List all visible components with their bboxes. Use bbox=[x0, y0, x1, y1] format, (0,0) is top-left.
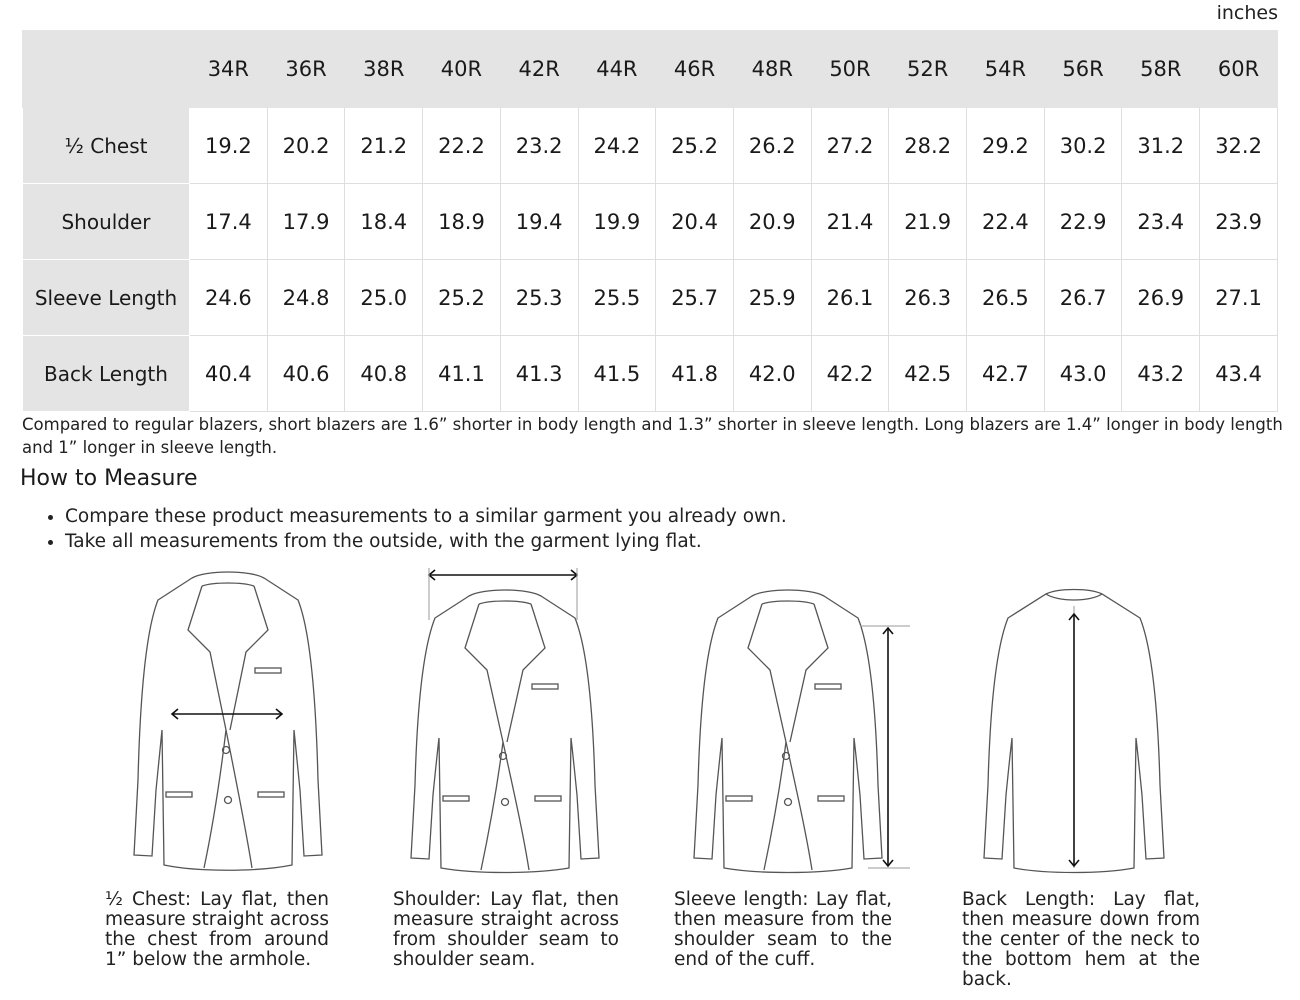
measurement-value: 41.3 bbox=[500, 336, 578, 412]
measurement-value: 26.2 bbox=[733, 108, 811, 184]
size-column-header: 56R bbox=[1044, 31, 1122, 108]
measurement-value: 24.6 bbox=[190, 260, 268, 336]
measurement-value: 40.8 bbox=[345, 336, 423, 412]
measurement-row bbox=[23, 260, 1278, 336]
measure-tips-list bbox=[42, 504, 787, 554]
measurement-value: 26.5 bbox=[967, 260, 1045, 336]
measurement-value: 25.0 bbox=[345, 260, 423, 336]
shoulder-measure-diagram bbox=[405, 560, 605, 880]
measurement-value: 23.9 bbox=[1200, 184, 1278, 260]
measurement-value: 21.4 bbox=[811, 184, 889, 260]
measure-tip: • Compare these product measurements to a similar garment you already own. bbox=[65, 504, 787, 529]
measurement-value: 43.4 bbox=[1200, 336, 1278, 412]
measurement-value: 25.9 bbox=[733, 260, 811, 336]
measurement-value: 18.4 bbox=[345, 184, 423, 260]
measurement-value: 40.6 bbox=[267, 336, 345, 412]
measurement-value: 24.2 bbox=[578, 108, 656, 184]
measurement-value: 19.9 bbox=[578, 184, 656, 260]
measurement-value: 25.7 bbox=[656, 260, 734, 336]
chest-measure-diagram bbox=[128, 560, 328, 880]
measurement-value: 24.8 bbox=[267, 260, 345, 336]
size-column-header: 36R bbox=[267, 31, 345, 108]
measurement-value: 30.2 bbox=[1044, 108, 1122, 184]
measurement-value: 41.5 bbox=[578, 336, 656, 412]
size-column-header: 54R bbox=[967, 31, 1045, 108]
measurement-value: 19.2 bbox=[190, 108, 268, 184]
size-table-body bbox=[23, 108, 1278, 412]
measurement-label: Shoulder bbox=[23, 184, 190, 260]
jacket-front-icon bbox=[405, 560, 605, 880]
shoulder-measure-caption: Shoulder: Lay flat, then measure straight across from shoulder seam to shoulder seam. bbox=[393, 889, 619, 970]
measure-tip: • Take all measurements from the outside, with the garment lying flat. bbox=[65, 529, 787, 554]
measurement-value: 20.2 bbox=[267, 108, 345, 184]
jacket-front-icon bbox=[688, 560, 918, 880]
measurement-value: 26.1 bbox=[811, 260, 889, 336]
measurement-label: Back Length bbox=[23, 336, 190, 412]
measurement-value: 42.2 bbox=[811, 336, 889, 412]
size-column-header: 52R bbox=[889, 31, 967, 108]
measurement-value: 25.3 bbox=[500, 260, 578, 336]
measurement-value: 23.2 bbox=[500, 108, 578, 184]
size-column-header: 38R bbox=[345, 31, 423, 108]
measurement-value: 42.5 bbox=[889, 336, 967, 412]
size-column-header: 46R bbox=[656, 31, 734, 108]
sleeve-measure-caption: Sleeve length: Lay flat, then measure from the shoulder seam to the end of the cuff. bbox=[674, 889, 892, 970]
sleeve-measure-diagram bbox=[688, 560, 918, 880]
jacket-back-icon bbox=[980, 560, 1180, 880]
measurement-row bbox=[23, 108, 1278, 184]
measurement-value: 42.0 bbox=[733, 336, 811, 412]
size-column-header: 42R bbox=[500, 31, 578, 108]
measurement-value: 43.0 bbox=[1044, 336, 1122, 412]
back-length-measure-diagram bbox=[980, 560, 1180, 880]
measurement-row bbox=[23, 184, 1278, 260]
measurement-value: 21.2 bbox=[345, 108, 423, 184]
measurement-value: 22.2 bbox=[423, 108, 501, 184]
measurement-value: 17.4 bbox=[190, 184, 268, 260]
measurement-value: 43.2 bbox=[1122, 336, 1200, 412]
table-corner bbox=[23, 31, 190, 108]
measurement-value: 26.9 bbox=[1122, 260, 1200, 336]
how-to-measure-heading: How to Measure bbox=[20, 466, 198, 491]
measurement-value: 40.4 bbox=[190, 336, 268, 412]
measurement-value: 25.2 bbox=[656, 108, 734, 184]
size-chart-table bbox=[22, 30, 1278, 412]
size-note: Compared to regular blazers, short blazers are 1.6” shorter in body length and 1.3” shorter in sleeve length. Long blazers are 1.4” longer in body length and 1” longer in sleeve length. bbox=[22, 415, 1283, 457]
size-column-header: 50R bbox=[811, 31, 889, 108]
size-column-header: 58R bbox=[1122, 31, 1200, 108]
measurement-value: 20.4 bbox=[656, 184, 734, 260]
measurement-value: 23.4 bbox=[1122, 184, 1200, 260]
measurement-value: 32.2 bbox=[1200, 108, 1278, 184]
measurement-label: ½ Chest bbox=[23, 108, 190, 184]
measurement-value: 27.2 bbox=[811, 108, 889, 184]
measurement-value: 19.4 bbox=[500, 184, 578, 260]
size-column-header: 44R bbox=[578, 31, 656, 108]
jacket-front-icon bbox=[128, 560, 328, 880]
measurement-value: 41.8 bbox=[656, 336, 734, 412]
measurement-value: 20.9 bbox=[733, 184, 811, 260]
measurement-value: 26.3 bbox=[889, 260, 967, 336]
measurement-value: 31.2 bbox=[1122, 108, 1200, 184]
measurement-row bbox=[23, 336, 1278, 412]
measurement-value: 22.4 bbox=[967, 184, 1045, 260]
measurement-value: 26.7 bbox=[1044, 260, 1122, 336]
size-column-header: 48R bbox=[733, 31, 811, 108]
size-column-header: 40R bbox=[423, 31, 501, 108]
back-length-measure-caption: Back Length: Lay flat, then measure down from the center of the neck to the bottom hem at the back. bbox=[962, 889, 1200, 990]
chest-measure-caption: ½ Chest: Lay flat, then measure straight across the chest from around 1” below the armhole. bbox=[105, 889, 329, 970]
measurement-value: 41.1 bbox=[423, 336, 501, 412]
measurement-value: 25.5 bbox=[578, 260, 656, 336]
measurement-value: 29.2 bbox=[967, 108, 1045, 184]
measurement-value: 21.9 bbox=[889, 184, 967, 260]
measurement-value: 22.9 bbox=[1044, 184, 1122, 260]
unit-label: inches bbox=[1216, 2, 1278, 24]
measurement-value: 27.1 bbox=[1200, 260, 1278, 336]
measurement-value: 25.2 bbox=[423, 260, 501, 336]
measurement-label: Sleeve Length bbox=[23, 260, 190, 336]
size-column-header: 60R bbox=[1200, 31, 1278, 108]
size-column-header: 34R bbox=[190, 31, 268, 108]
measurement-value: 42.7 bbox=[967, 336, 1045, 412]
size-header-row bbox=[23, 31, 1278, 108]
measurement-value: 28.2 bbox=[889, 108, 967, 184]
measurement-value: 17.9 bbox=[267, 184, 345, 260]
measurement-value: 18.9 bbox=[423, 184, 501, 260]
